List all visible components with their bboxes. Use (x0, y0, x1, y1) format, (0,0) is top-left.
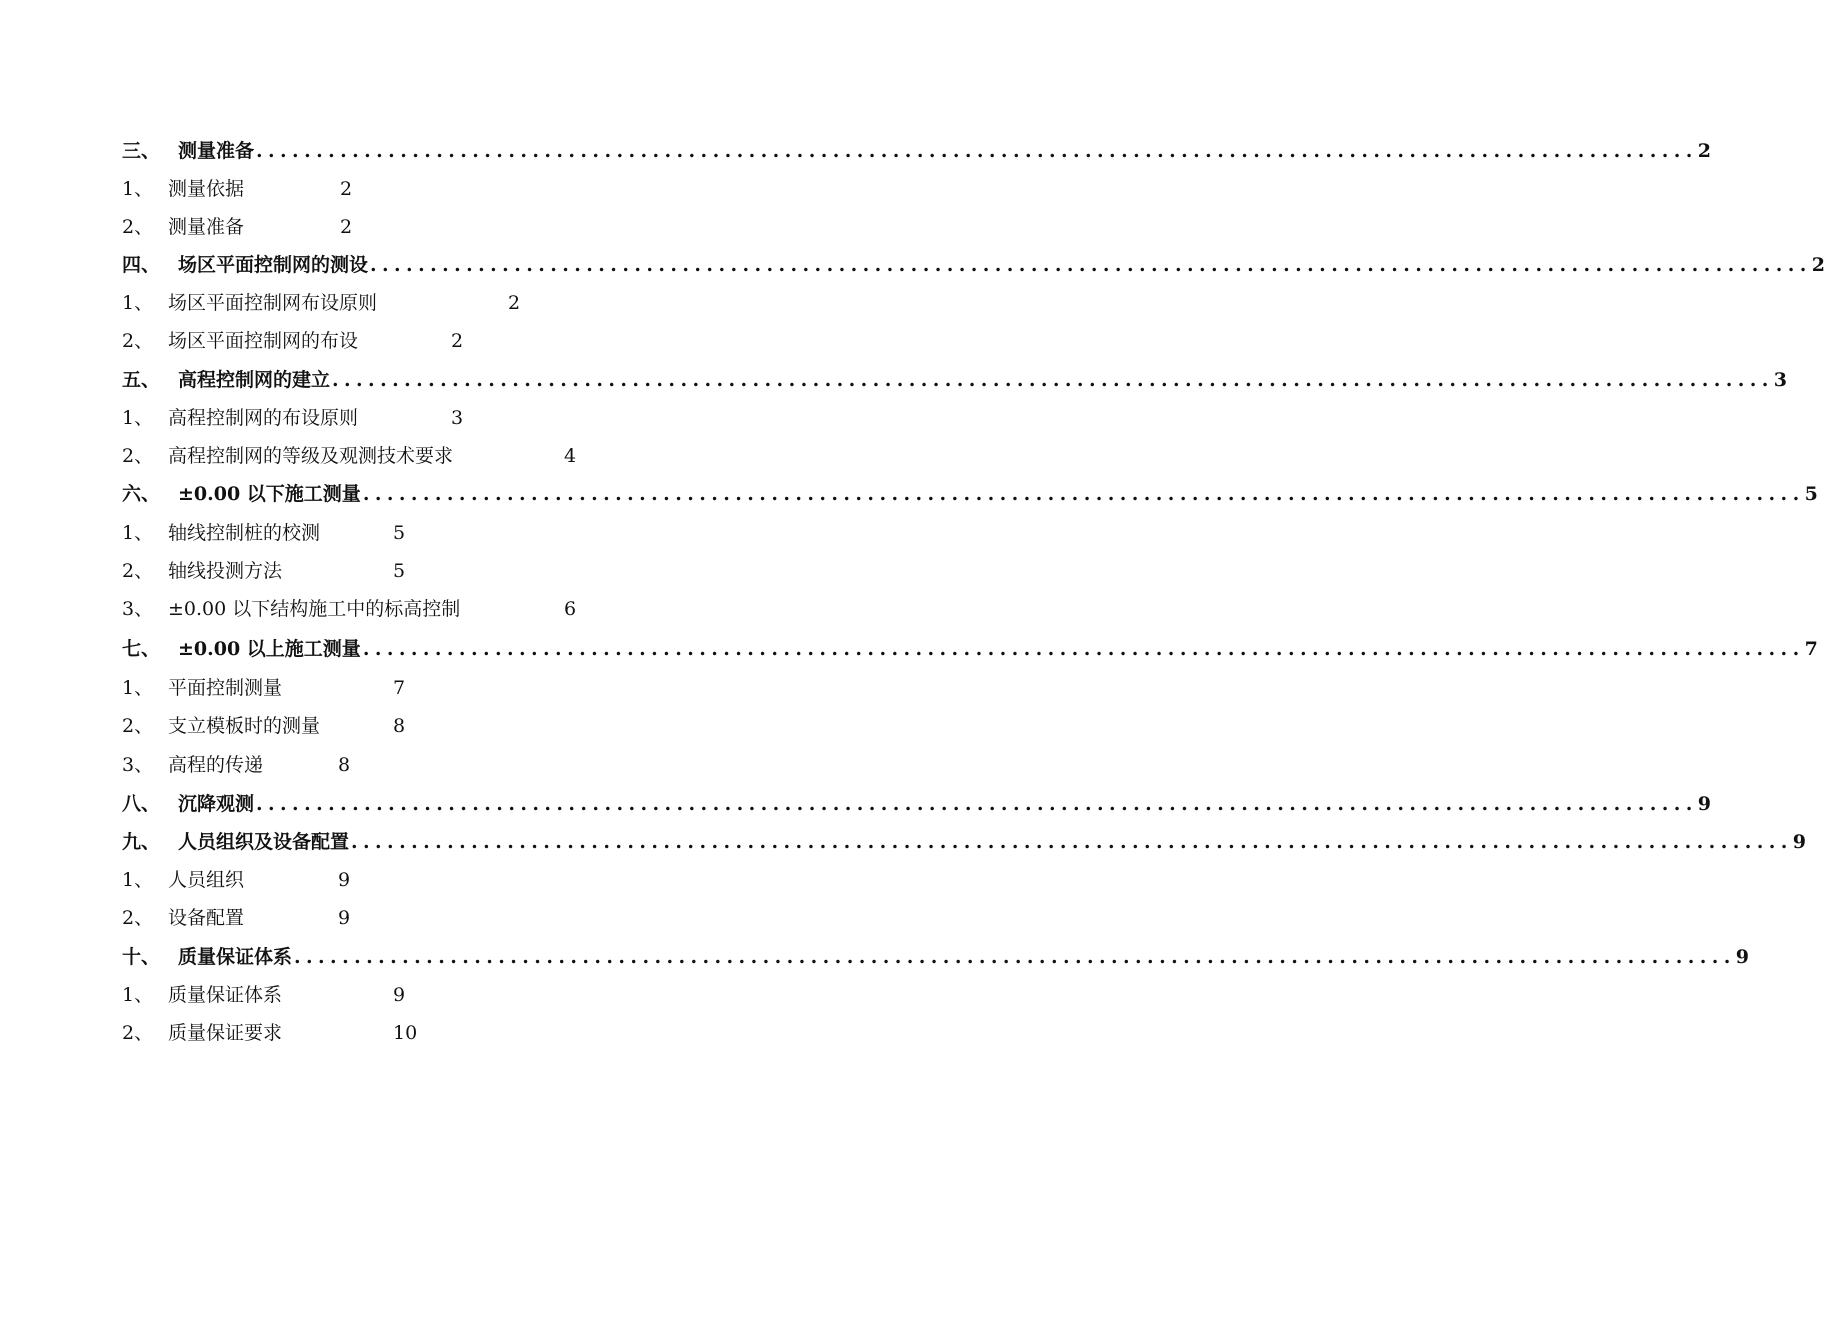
toc-subsection-entry[interactable] (122, 865, 840, 895)
toc-entry-number: 1、 (122, 522, 154, 544)
toc-entry-title: 场区平面控制网布设原则 (168, 292, 378, 314)
toc-subsection-entry[interactable] (122, 403, 840, 433)
toc-entry-title: 沉降观测 (178, 793, 255, 815)
toc-subsection-entry[interactable] (122, 326, 840, 356)
toc-entry-page-number: 9 (338, 869, 351, 891)
toc-section-entry[interactable] (122, 479, 1818, 509)
toc-entry-title: ±0.00 以上施工测量 (178, 638, 361, 660)
toc-entry-title: 质量保证体系 (168, 984, 283, 1006)
toc-entry-page-number: 7 (393, 677, 406, 699)
toc-entry-title: 人员组织 (168, 869, 245, 891)
toc-entry-page-number: 8 (393, 715, 406, 737)
toc-subsection-entry[interactable] (122, 711, 840, 741)
toc-section-entry[interactable] (122, 789, 1712, 819)
toc-entry-title: 高程控制网的等级及观测技术要求 (168, 445, 454, 467)
toc-entry-number: 七、 (122, 638, 161, 660)
toc-subsection-entry[interactable] (122, 288, 840, 318)
toc-subsection-entry[interactable] (122, 903, 840, 933)
toc-entry-number: 2、 (122, 216, 154, 238)
toc-entry-title: 测量准备 (178, 140, 255, 162)
toc-entry-page-number: 2 (451, 330, 464, 352)
toc-subsection-entry[interactable] (122, 594, 840, 624)
toc-entry-page-number: 9 (1735, 946, 1750, 968)
toc-subsection-entry[interactable] (122, 518, 840, 548)
toc-subsection-entry[interactable] (122, 441, 840, 471)
toc-entry-page-number: 3 (1773, 369, 1788, 391)
toc-entry-page-number: 4 (564, 445, 577, 467)
toc-subsection-entry[interactable] (122, 980, 840, 1010)
toc-entry-title: 支立模板时的测量 (168, 715, 321, 737)
toc-entry-title: 场区平面控制网的布设 (168, 330, 359, 352)
toc-entry-title: 平面控制测量 (168, 677, 283, 699)
toc-dot-leader: ........................................................................................................................ (332, 369, 1774, 391)
toc-dot-leader: ........................................................................................................................ (370, 254, 1812, 276)
toc-dot-leader: ........................................................................................................................ (351, 831, 1793, 853)
toc-entry-page-number: 2 (340, 178, 353, 200)
toc-entry-title: 高程控制网的布设原则 (168, 407, 359, 429)
toc-subsection-entry[interactable] (122, 556, 840, 586)
toc-entry-number: 1、 (122, 292, 154, 314)
toc-entry-number: 1、 (122, 407, 154, 429)
toc-entry-page-number: 9 (1792, 831, 1807, 853)
toc-section-entry[interactable] (122, 250, 1825, 280)
toc-entry-number: 2、 (122, 560, 154, 582)
toc-dot-leader: ........................................................................................................................ (362, 483, 1805, 505)
toc-entry-page-number: 9 (338, 907, 351, 929)
toc-entry-title: 设备配置 (168, 907, 245, 929)
toc-entry-title: ±0.00 以下结构施工中的标高控制 (168, 598, 461, 620)
toc-entry-page-number: 2 (1811, 254, 1825, 276)
toc-dot-leader: ........................................................................................................................ (362, 638, 1805, 660)
toc-entry-title: 高程的传递 (168, 754, 264, 776)
toc-subsection-entry[interactable] (122, 750, 840, 780)
toc-entry-page-number: 9 (1697, 793, 1712, 815)
toc-dot-leader: ........................................................................................................................ (256, 793, 1698, 815)
toc-entry-title: 轴线控制桩的校测 (168, 522, 321, 544)
toc-entry-page-number: 2 (1697, 140, 1712, 162)
toc-entry-number: 六、 (122, 483, 161, 505)
toc-entry-number: 2、 (122, 1022, 154, 1044)
toc-entry-number: 2、 (122, 445, 154, 467)
toc-entry-page-number: 5 (393, 560, 406, 582)
toc-entry-number: 1、 (122, 984, 154, 1006)
toc-entry-page-number: 7 (1804, 638, 1818, 660)
toc-entry-number: 2、 (122, 715, 154, 737)
toc-section-entry[interactable] (122, 136, 1712, 166)
toc-entry-number: 1、 (122, 869, 154, 891)
toc-entry-page-number: 10 (393, 1022, 418, 1044)
toc-entry-number: 三、 (122, 140, 161, 162)
toc-entry-number: 1、 (122, 178, 154, 200)
toc-entry-number: 1、 (122, 677, 154, 699)
toc-entry-page-number: 8 (338, 754, 351, 776)
toc-entry-page-number: 3 (451, 407, 464, 429)
toc-entry-number: 3、 (122, 598, 154, 620)
toc-entry-number: 五、 (122, 369, 161, 391)
toc-section-entry[interactable] (122, 365, 1788, 395)
toc-dot-leader: ........................................................................................................................ (256, 140, 1698, 162)
toc-entry-title: 质量保证体系 (178, 946, 293, 968)
toc-entry-page-number: 6 (564, 598, 577, 620)
toc-entry-number: 2、 (122, 907, 154, 929)
toc-entry-number: 八、 (122, 793, 161, 815)
toc-entry-title: ±0.00 以下施工测量 (178, 483, 361, 505)
toc-entry-number: 2、 (122, 330, 154, 352)
toc-entry-title: 高程控制网的建立 (178, 369, 331, 391)
toc-entry-number: 十、 (122, 946, 161, 968)
toc-section-entry[interactable] (122, 827, 1807, 857)
toc-entry-title: 场区平面控制网的测设 (178, 254, 369, 276)
toc-entry-title: 质量保证要求 (168, 1022, 283, 1044)
toc-section-entry[interactable] (122, 634, 1818, 664)
toc-entry-number: 九、 (122, 831, 161, 853)
toc-entry-title: 人员组织及设备配置 (178, 831, 350, 853)
toc-entry-title: 测量准备 (168, 216, 245, 238)
toc-dot-leader: ........................................................................................................................ (294, 946, 1736, 968)
toc-entry-number: 四、 (122, 254, 161, 276)
toc-entry-page-number: 5 (393, 522, 406, 544)
toc-entry-page-number: 2 (508, 292, 521, 314)
toc-entry-page-number: 5 (1804, 483, 1818, 505)
toc-entry-page-number: 2 (340, 216, 353, 238)
toc-subsection-entry[interactable] (122, 212, 840, 242)
toc-entry-title: 轴线投测方法 (168, 560, 283, 582)
toc-section-entry[interactable] (122, 942, 1750, 972)
toc-entry-title: 测量依据 (168, 178, 245, 200)
toc-subsection-entry[interactable] (122, 1018, 840, 1048)
toc-entry-page-number: 9 (393, 984, 406, 1006)
toc-subsection-entry[interactable] (122, 174, 840, 204)
toc-subsection-entry[interactable] (122, 673, 840, 703)
toc-entry-number: 3、 (122, 754, 154, 776)
